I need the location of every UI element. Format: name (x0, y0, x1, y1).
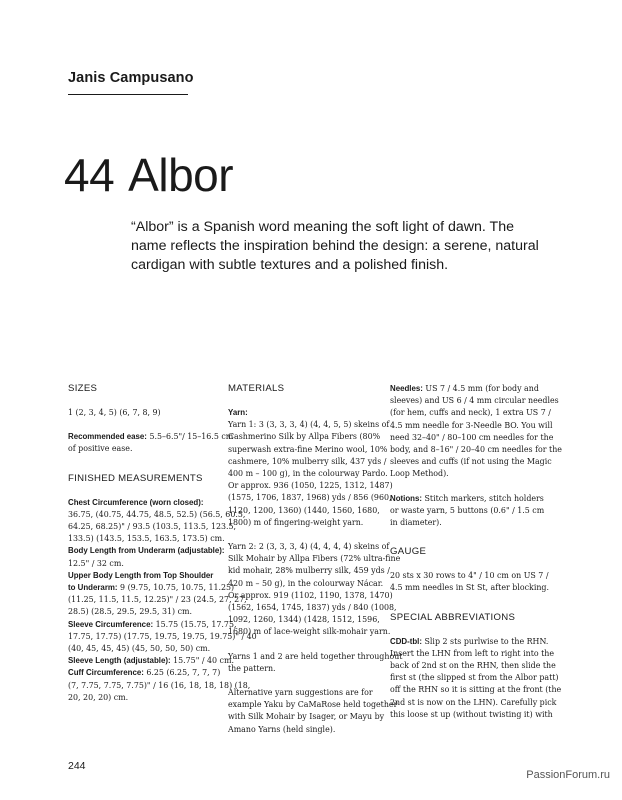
alt-yarn-line: Alternative yarn suggestions are for (228, 688, 373, 698)
column-materials (228, 383, 403, 736)
sleeve-circ-line: 17.75, 17.75) (17.75, 19.75, 19.75, 19.75)" / 40 (68, 631, 257, 641)
gauge-heading: GAUGE (390, 546, 427, 558)
needles-line: 4.5 mm needle for 3-Needle BO. You will (390, 420, 553, 430)
pattern-name: Albor (128, 149, 234, 201)
intro-line: name reflects the inspiration behind the design: a serene, natural (131, 238, 539, 254)
ease-value: 5.5–6.5"/ 15–16.5 cm (146, 432, 234, 442)
notions-value: Stitch markers, stitch holders (422, 493, 544, 503)
upper-length-line: 28.5) (28.5, 29.5, 29.5, 31) cm. (68, 607, 193, 617)
alt-yarn-line: example Yaku by CaMaRose held together (228, 700, 398, 710)
sleeve-circ-line: (40, 45, 45, 45) (45, 50, 50, 50) cm. (68, 644, 211, 654)
upper-length-value: 9 (9.75, 10.75, 10.75, 11.25) (117, 583, 235, 593)
yarn2-line: Silk Mohair by Allpa Fibers (72% ultra-fine (228, 554, 401, 564)
page-number: 244 (68, 760, 86, 772)
needles-label: Needles: (390, 384, 423, 393)
sleeve-length-label: Sleeve Length (adjustable): (68, 656, 171, 666)
alt-yarn-line: Amano Yarns (held single). (228, 724, 336, 734)
yarn2-line: kid mohair, 28% mulberry silk, 459 yds / (228, 566, 390, 576)
gauge-line: 20 sts x 30 rows to 4" / 10 cm on US 7 / (390, 571, 549, 581)
cdd-tbl-value: Slip 2 sts purlwise to the RHN. (422, 636, 549, 646)
yarn2-line: 1092, 1260, 1344) (1428, 1512, 1596, (228, 615, 380, 625)
alt-yarn-line: with Silk Mohair by Isager, or Mayu by (228, 712, 385, 722)
pattern-number: 44 (64, 149, 115, 201)
needles-line: body, and 8–16" / 20–40 cm needles for the (390, 445, 562, 455)
sleeve-circ-label: Sleeve Circumference: (68, 619, 154, 629)
cdd-tbl-line: this loose st up (without twisting it) with (390, 709, 553, 719)
gauge-line: 4.5 mm needles in St St, after blocking. (390, 583, 549, 593)
cdd-tbl-line: 2nd st is now on the LHN). Carefully pick (390, 697, 557, 707)
yarn1-line: 1800) m of fingering-weight yarn. (228, 517, 364, 527)
sleeve-circ-value: 15.75 (15.75, 17.75, (153, 619, 237, 629)
chest-line: 64.25, 68.25)" / 93.5 (103.5, 113.5, 123.5, (68, 522, 237, 532)
yarn2-line: 1680) m of lace-weight silk-mohair yarn. (228, 627, 391, 637)
upper-length-label-2: to Underarm: (68, 583, 118, 593)
finished-heading: FINISHED MEASUREMENTS (68, 472, 203, 484)
cuff-line: (7, 7.75, 7.75, 7.75)" / 16 (16, 18, 18, 18) (18, (68, 680, 251, 690)
yarn1-line: Or approx. 936 (1050, 1225, 1312, 1487) (228, 481, 393, 491)
yarn1-line: superwash extra-fine Merino wool, 10% (228, 444, 388, 454)
cdd-tbl-line: first st (the slipped st from the Albor patt) (390, 673, 559, 683)
intro-line: “Albor” is a Spanish word meaning the soft light of dawn. The (131, 219, 515, 235)
needles-line: (for hem, cuffs and neck), 1 extra US 7 / (390, 408, 551, 418)
notions-line: in diameter). (390, 518, 442, 528)
upper-length-line: (11.25, 11.5, 11.5, 12.25)" / 23 (24.5, 27, 27, (68, 595, 247, 605)
ease-label: Recommended ease: (68, 432, 147, 442)
held-together-line: Yarns 1 and 2 are held together throughout (228, 651, 403, 661)
cdd-tbl-line: back of 2nd st on the RHN, then slide the (390, 661, 556, 671)
yarn1-line: cashmere, 10% mulberry silk, 437 yds / (228, 456, 387, 466)
sleeve-length-value: 15.75" / 40 cm. (170, 656, 234, 666)
sizes-heading: SIZES (68, 383, 98, 394)
yarn2-line: 420 m – 50 g), in the colourway Nácar. (228, 578, 384, 588)
cdd-tbl-label: CDD-tbl: (390, 636, 422, 646)
cuff-value: 6.25 (6.25, 7, 7, 7) (143, 668, 221, 678)
yarn1-line: 400 m – 100 g), in the colourway Pardo. (228, 469, 388, 479)
yarn1-line: Cashmerino Silk by Allpa Fibers (80% (228, 432, 381, 442)
materials-heading: MATERIALS (228, 383, 285, 394)
yarn2-line: (1562, 1654, 1745, 1837) yds / 840 (1008, (228, 603, 397, 613)
notions-label: Notions: (390, 493, 422, 503)
chest-line: 133.5) (143.5, 153.5, 163.5, 173.5) cm. (68, 534, 225, 544)
cuff-line: 20, 20, 20) cm. (68, 692, 129, 702)
abbreviations-heading: SPECIAL ABBREVIATIONS (390, 611, 516, 623)
body-length-label: Body Length from Underarm (adjustable): (68, 546, 225, 556)
needles-value: US 7 / 4.5 mm (for body and (422, 384, 539, 393)
cdd-tbl-line: Insert the LHN from left to right into the (390, 648, 555, 658)
body-length-value: 12.5" / 32 cm. (68, 558, 124, 568)
ease-line-2: of positive ease. (68, 444, 133, 454)
cuff-label: Cuff Circumference: (68, 668, 144, 678)
yarn1-line: 1120, 1200, 1360) (1440, 1560, 1680, (228, 505, 380, 515)
upper-length-label: Upper Body Length from Top Shoulder (68, 570, 214, 580)
notions-line: or waste yarn, 5 buttons (0.6" / 1.5 cm (390, 505, 545, 515)
designer-underline (68, 94, 188, 95)
needles-line: sleeves and cuffs (if not using the Magic (390, 457, 552, 467)
yarn2-line: Or approx. 919 (1102, 1190, 1378, 1470) (228, 590, 393, 600)
held-together-line: the pattern. (228, 663, 276, 673)
intro-line: cardigan with subtle textures and a polished finish. (131, 257, 449, 273)
yarn-label: Yarn: (228, 408, 248, 417)
column-needles (390, 383, 562, 721)
yarn1-line: Yarn 1: 3 (3, 3, 3, 4) (4, 4, 5, 5) skeins of (228, 420, 390, 430)
sizes-line: 1 (2, 3, 4, 5) (6, 7, 8, 9) (68, 408, 161, 417)
designer-name: Janis Campusano (68, 70, 194, 86)
chest-line: 36.75, (40.75, 44.75, 48.5, 52.5) (56.5, 60.5, (68, 509, 246, 519)
cdd-tbl-line: off the RHN so it is sitting at the front (the (390, 685, 562, 695)
ease-line (68, 431, 234, 443)
needles-line: sleeves) and US 6 / 4 mm circular needles (390, 396, 559, 406)
pattern-title (64, 147, 233, 203)
yarn1-line: (1575, 1706, 1837, 1968) yds / 856 (960, (228, 493, 392, 503)
watermark: PassionForum.ru (526, 769, 610, 781)
intro-paragraph (131, 218, 541, 275)
yarn2-line: Yarn 2: 2 (3, 3, 3, 4) (4, 4, 4, 4) skeins of (228, 542, 390, 552)
chest-label: Chest Circumference (worn closed): (68, 497, 204, 507)
needles-line: need 32–40" / 80–100 cm needles for the (390, 432, 554, 442)
needles-line: Loop Method). (390, 469, 449, 479)
